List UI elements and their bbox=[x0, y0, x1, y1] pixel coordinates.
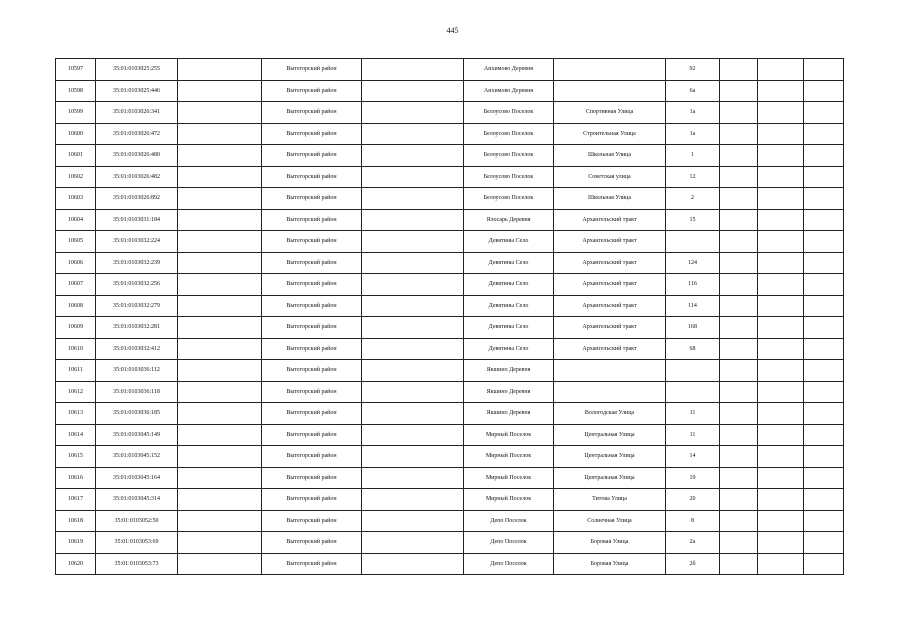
cadastral-number-cell: 35:01:0103036:118 bbox=[96, 381, 178, 403]
empty-cell bbox=[804, 188, 844, 210]
locality-cell: Белоусово Поселок bbox=[464, 166, 554, 188]
empty-cell bbox=[758, 424, 804, 446]
district-cell: Вытегорский район bbox=[262, 274, 362, 296]
street-cell: Строительная Улица bbox=[554, 123, 666, 145]
cadastral-number-cell: 35:01:0103026:341 bbox=[96, 102, 178, 124]
table-row bbox=[56, 317, 844, 339]
empty-cell bbox=[804, 295, 844, 317]
empty-cell bbox=[362, 231, 464, 253]
empty-cell bbox=[804, 59, 844, 81]
empty-cell bbox=[178, 231, 262, 253]
empty-cell bbox=[178, 381, 262, 403]
empty-cell bbox=[758, 231, 804, 253]
empty-cell bbox=[804, 360, 844, 382]
table-row bbox=[56, 102, 844, 124]
table-row bbox=[56, 446, 844, 468]
empty-cell bbox=[720, 381, 758, 403]
page-number: 445 bbox=[446, 26, 459, 35]
house-number-cell: 2 bbox=[666, 188, 720, 210]
empty-cell bbox=[362, 489, 464, 511]
empty-cell bbox=[178, 467, 262, 489]
empty-cell bbox=[804, 446, 844, 468]
empty-cell bbox=[758, 381, 804, 403]
table-row bbox=[56, 489, 844, 511]
district-cell: Вытегорский район bbox=[262, 317, 362, 339]
empty-cell bbox=[178, 274, 262, 296]
house-number-cell: 124 bbox=[666, 252, 720, 274]
street-cell: Боровая Улица bbox=[554, 532, 666, 554]
locality-cell: Анхимово Деревня bbox=[464, 80, 554, 102]
house-number-cell: 2а bbox=[666, 532, 720, 554]
street-cell bbox=[554, 59, 666, 81]
cadastral-number-cell: 35:01:0103032:256 bbox=[96, 274, 178, 296]
empty-cell bbox=[758, 403, 804, 425]
district-cell: Вытегорский район bbox=[262, 467, 362, 489]
street-cell: Боровая Улица bbox=[554, 553, 666, 575]
cadastral-number-cell: 35:01:0103032:239 bbox=[96, 252, 178, 274]
row-number-cell: 10610 bbox=[56, 338, 96, 360]
empty-cell bbox=[178, 188, 262, 210]
table-row bbox=[56, 424, 844, 446]
empty-cell bbox=[804, 381, 844, 403]
table-row bbox=[56, 209, 844, 231]
empty-cell bbox=[362, 209, 464, 231]
locality-cell: Депо Поселок bbox=[464, 553, 554, 575]
street-cell: Архангельский тракт bbox=[554, 317, 666, 339]
row-number-cell: 10598 bbox=[56, 80, 96, 102]
row-number-cell: 10619 bbox=[56, 532, 96, 554]
empty-cell bbox=[804, 553, 844, 575]
empty-cell bbox=[362, 446, 464, 468]
empty-cell bbox=[720, 467, 758, 489]
street-cell: Архангельский тракт bbox=[554, 295, 666, 317]
house-number-cell bbox=[666, 381, 720, 403]
empty-cell bbox=[178, 102, 262, 124]
street-cell: Архангельский тракт bbox=[554, 209, 666, 231]
house-number-cell: 114 bbox=[666, 295, 720, 317]
empty-cell bbox=[720, 317, 758, 339]
locality-cell: Якшино Деревня bbox=[464, 360, 554, 382]
empty-cell bbox=[758, 360, 804, 382]
empty-cell bbox=[362, 381, 464, 403]
locality-cell: Девятины Село bbox=[464, 252, 554, 274]
district-cell: Вытегорский район bbox=[262, 532, 362, 554]
table-row bbox=[56, 231, 844, 253]
street-cell bbox=[554, 360, 666, 382]
locality-cell: Якшино Деревня bbox=[464, 381, 554, 403]
locality-cell: Белоусово Поселок bbox=[464, 123, 554, 145]
empty-cell bbox=[758, 166, 804, 188]
house-number-cell: 116 bbox=[666, 274, 720, 296]
empty-cell bbox=[178, 145, 262, 167]
empty-cell bbox=[758, 188, 804, 210]
cadastral-number-cell: 35:01:0103025:446 bbox=[96, 80, 178, 102]
cadastral-number-cell: 35:01:0103032:412 bbox=[96, 338, 178, 360]
district-cell: Вытегорский район bbox=[262, 123, 362, 145]
district-cell: Вытегорский район bbox=[262, 403, 362, 425]
cadastral-number-cell: 35:01:0103026:892 bbox=[96, 188, 178, 210]
street-cell: Титова Улица bbox=[554, 489, 666, 511]
locality-cell: Белоусово Поселок bbox=[464, 188, 554, 210]
empty-cell bbox=[362, 59, 464, 81]
empty-cell bbox=[758, 102, 804, 124]
house-number-cell bbox=[666, 360, 720, 382]
empty-cell bbox=[362, 102, 464, 124]
row-number-cell: 10608 bbox=[56, 295, 96, 317]
empty-cell bbox=[804, 338, 844, 360]
table-row bbox=[56, 188, 844, 210]
empty-cell bbox=[758, 145, 804, 167]
district-cell: Вытегорский район bbox=[262, 166, 362, 188]
empty-cell bbox=[720, 145, 758, 167]
street-cell: Вологодская Улица bbox=[554, 403, 666, 425]
row-number-cell: 10611 bbox=[56, 360, 96, 382]
empty-cell bbox=[362, 360, 464, 382]
empty-cell bbox=[720, 360, 758, 382]
row-number-cell: 10617 bbox=[56, 489, 96, 511]
empty-cell bbox=[362, 80, 464, 102]
district-cell: Вытегорский район bbox=[262, 424, 362, 446]
table-body bbox=[56, 59, 844, 575]
empty-cell bbox=[362, 317, 464, 339]
table-row bbox=[56, 59, 844, 81]
empty-cell bbox=[178, 446, 262, 468]
row-number-cell: 10609 bbox=[56, 317, 96, 339]
row-number-cell: 10603 bbox=[56, 188, 96, 210]
district-cell: Вытегорский район bbox=[262, 231, 362, 253]
table-row bbox=[56, 381, 844, 403]
house-number-cell: 14 bbox=[666, 446, 720, 468]
locality-cell: Депо Поселок bbox=[464, 532, 554, 554]
district-cell: Вытегорский район bbox=[262, 188, 362, 210]
row-number-cell: 10615 bbox=[56, 446, 96, 468]
cadastral-number-cell: 35:01:0103032:279 bbox=[96, 295, 178, 317]
empty-cell bbox=[804, 403, 844, 425]
empty-cell bbox=[804, 209, 844, 231]
cadastral-number-cell: 35:01:0103045:149 bbox=[96, 424, 178, 446]
row-number-cell: 10616 bbox=[56, 467, 96, 489]
row-number-cell: 10602 bbox=[56, 166, 96, 188]
empty-cell bbox=[720, 403, 758, 425]
house-number-cell: 2б bbox=[666, 553, 720, 575]
empty-cell bbox=[720, 166, 758, 188]
empty-cell bbox=[720, 102, 758, 124]
empty-cell bbox=[758, 252, 804, 274]
empty-cell bbox=[758, 510, 804, 532]
locality-cell: Мирный Поселок bbox=[464, 467, 554, 489]
empty-cell bbox=[758, 446, 804, 468]
district-cell: Вытегорский район bbox=[262, 381, 362, 403]
table-row bbox=[56, 166, 844, 188]
street-cell: Центральная Улица bbox=[554, 424, 666, 446]
table-row bbox=[56, 467, 844, 489]
street-cell: Архангельский тракт bbox=[554, 274, 666, 296]
house-number-cell: 8 bbox=[666, 510, 720, 532]
street-cell: Спортивная Улица bbox=[554, 102, 666, 124]
locality-cell: Якшино Деревня bbox=[464, 403, 554, 425]
locality-cell: Девятины Село bbox=[464, 231, 554, 253]
empty-cell bbox=[804, 467, 844, 489]
cadastral-number-cell: 35:01:0103026:482 bbox=[96, 166, 178, 188]
table-row bbox=[56, 295, 844, 317]
locality-cell: Анхимово Деревня bbox=[464, 59, 554, 81]
empty-cell bbox=[178, 424, 262, 446]
street-cell: Архангельский тракт bbox=[554, 338, 666, 360]
row-number-cell: 10614 bbox=[56, 424, 96, 446]
empty-cell bbox=[758, 338, 804, 360]
empty-cell bbox=[178, 317, 262, 339]
row-number-cell: 10601 bbox=[56, 145, 96, 167]
district-cell: Вытегорский район bbox=[262, 145, 362, 167]
row-number-cell: 10612 bbox=[56, 381, 96, 403]
row-number-cell: 10597 bbox=[56, 59, 96, 81]
empty-cell bbox=[804, 123, 844, 145]
district-cell: Вытегорский район bbox=[262, 80, 362, 102]
empty-cell bbox=[804, 424, 844, 446]
house-number-cell: 1а bbox=[666, 123, 720, 145]
district-cell: Вытегорский район bbox=[262, 510, 362, 532]
street-cell: Школьная Улица bbox=[554, 188, 666, 210]
empty-cell bbox=[362, 403, 464, 425]
row-number-cell: 10605 bbox=[56, 231, 96, 253]
district-cell: Вытегорский район bbox=[262, 252, 362, 274]
district-cell: Вытегорский район bbox=[262, 489, 362, 511]
cadastral-number-cell: 35:01:0103032:281 bbox=[96, 317, 178, 339]
table-row bbox=[56, 274, 844, 296]
row-number-cell: 10606 bbox=[56, 252, 96, 274]
street-cell: Архангельский тракт bbox=[554, 231, 666, 253]
house-number-cell: 11 bbox=[666, 403, 720, 425]
row-number-cell: 10600 bbox=[56, 123, 96, 145]
row-number-cell: 10613 bbox=[56, 403, 96, 425]
locality-cell: Ялосарь Деревня bbox=[464, 209, 554, 231]
empty-cell bbox=[804, 252, 844, 274]
empty-cell bbox=[720, 489, 758, 511]
empty-cell bbox=[178, 123, 262, 145]
empty-cell bbox=[362, 295, 464, 317]
empty-cell bbox=[720, 59, 758, 81]
empty-cell bbox=[758, 274, 804, 296]
empty-cell bbox=[758, 80, 804, 102]
cadastral-number-cell: 35:01:0103053:73 bbox=[96, 553, 178, 575]
locality-cell: Девятины Село bbox=[464, 295, 554, 317]
row-number-cell: 10599 bbox=[56, 102, 96, 124]
empty-cell bbox=[720, 188, 758, 210]
empty-cell bbox=[804, 80, 844, 102]
empty-cell bbox=[758, 209, 804, 231]
district-cell: Вытегорский район bbox=[262, 360, 362, 382]
empty-cell bbox=[362, 274, 464, 296]
cadastral-number-cell: 35:01:0103052:50 bbox=[96, 510, 178, 532]
empty-cell bbox=[178, 403, 262, 425]
empty-cell bbox=[362, 338, 464, 360]
table-row bbox=[56, 510, 844, 532]
district-cell: Вытегорский район bbox=[262, 446, 362, 468]
empty-cell bbox=[758, 295, 804, 317]
row-number-cell: 10618 bbox=[56, 510, 96, 532]
empty-cell bbox=[362, 532, 464, 554]
district-cell: Вытегорский район bbox=[262, 59, 362, 81]
locality-cell: Белоусово Поселок bbox=[464, 145, 554, 167]
empty-cell bbox=[720, 231, 758, 253]
empty-cell bbox=[720, 553, 758, 575]
registry-table bbox=[55, 58, 844, 575]
cadastral-number-cell: 35:01:0103036:112 bbox=[96, 360, 178, 382]
house-number-cell: 6а bbox=[666, 80, 720, 102]
empty-cell bbox=[720, 532, 758, 554]
district-cell: Вытегорский район bbox=[262, 295, 362, 317]
row-number-cell: 10620 bbox=[56, 553, 96, 575]
street-cell: Солнечная Улица bbox=[554, 510, 666, 532]
empty-cell bbox=[758, 59, 804, 81]
house-number-cell: 11 bbox=[666, 424, 720, 446]
empty-cell bbox=[362, 424, 464, 446]
table-row bbox=[56, 338, 844, 360]
table-row bbox=[56, 123, 844, 145]
street-cell bbox=[554, 381, 666, 403]
house-number-cell: 68 bbox=[666, 338, 720, 360]
house-number-cell bbox=[666, 231, 720, 253]
empty-cell bbox=[804, 532, 844, 554]
empty-cell bbox=[804, 102, 844, 124]
cadastral-number-cell: 35:01:0103045:314 bbox=[96, 489, 178, 511]
house-number-cell: 20 bbox=[666, 489, 720, 511]
street-cell: Школьная Улица bbox=[554, 145, 666, 167]
district-cell: Вытегорский район bbox=[262, 338, 362, 360]
cadastral-number-cell: 35:01:0103026:480 bbox=[96, 145, 178, 167]
empty-cell bbox=[720, 252, 758, 274]
empty-cell bbox=[178, 510, 262, 532]
house-number-cell: 1а bbox=[666, 102, 720, 124]
house-number-cell: 19 bbox=[666, 467, 720, 489]
empty-cell bbox=[720, 123, 758, 145]
locality-cell: Мирный Поселок bbox=[464, 424, 554, 446]
empty-cell bbox=[178, 553, 262, 575]
street-cell: Центральная Улица bbox=[554, 446, 666, 468]
row-number-cell: 10607 bbox=[56, 274, 96, 296]
empty-cell bbox=[720, 209, 758, 231]
cadastral-number-cell: 35:01:0103045:164 bbox=[96, 467, 178, 489]
empty-cell bbox=[178, 295, 262, 317]
street-cell: Центральная Улица bbox=[554, 467, 666, 489]
empty-cell bbox=[758, 489, 804, 511]
district-cell: Вытегорский район bbox=[262, 209, 362, 231]
locality-cell: Белоусово Поселок bbox=[464, 102, 554, 124]
empty-cell bbox=[362, 188, 464, 210]
empty-cell bbox=[362, 553, 464, 575]
empty-cell bbox=[178, 489, 262, 511]
empty-cell bbox=[362, 145, 464, 167]
empty-cell bbox=[720, 510, 758, 532]
street-cell bbox=[554, 80, 666, 102]
empty-cell bbox=[720, 338, 758, 360]
cadastral-number-cell: 35:01:0103053:69 bbox=[96, 532, 178, 554]
empty-cell bbox=[362, 467, 464, 489]
empty-cell bbox=[804, 166, 844, 188]
street-cell: Советская улица bbox=[554, 166, 666, 188]
house-number-cell: 92 bbox=[666, 59, 720, 81]
cadastral-number-cell: 35:01:0103025:255 bbox=[96, 59, 178, 81]
table-row bbox=[56, 532, 844, 554]
house-number-cell: 12 bbox=[666, 166, 720, 188]
empty-cell bbox=[178, 209, 262, 231]
table-row bbox=[56, 360, 844, 382]
locality-cell: Депо Поселок bbox=[464, 510, 554, 532]
empty-cell bbox=[804, 231, 844, 253]
empty-cell bbox=[178, 252, 262, 274]
empty-cell bbox=[720, 446, 758, 468]
street-cell: Архангельский тракт bbox=[554, 252, 666, 274]
empty-cell bbox=[362, 123, 464, 145]
empty-cell bbox=[362, 252, 464, 274]
locality-cell: Мирный Поселок bbox=[464, 446, 554, 468]
empty-cell bbox=[362, 510, 464, 532]
locality-cell: Мирный Поселок bbox=[464, 489, 554, 511]
locality-cell: Девятины Село bbox=[464, 338, 554, 360]
empty-cell bbox=[178, 338, 262, 360]
empty-cell bbox=[758, 317, 804, 339]
house-number-cell: 168 bbox=[666, 317, 720, 339]
empty-cell bbox=[804, 274, 844, 296]
row-number-cell: 10604 bbox=[56, 209, 96, 231]
empty-cell bbox=[758, 467, 804, 489]
cadastral-number-cell: 35:01:0103026:472 bbox=[96, 123, 178, 145]
cadastral-number-cell: 35:01:0103032:224 bbox=[96, 231, 178, 253]
district-cell: Вытегорский район bbox=[262, 102, 362, 124]
empty-cell bbox=[178, 166, 262, 188]
house-number-cell: 1 bbox=[666, 145, 720, 167]
table-row bbox=[56, 553, 844, 575]
empty-cell bbox=[178, 360, 262, 382]
locality-cell: Девятины Село bbox=[464, 274, 554, 296]
empty-cell bbox=[178, 59, 262, 81]
empty-cell bbox=[758, 123, 804, 145]
table-row bbox=[56, 145, 844, 167]
cadastral-number-cell: 35:01:0103031:184 bbox=[96, 209, 178, 231]
locality-cell: Девятины Село bbox=[464, 317, 554, 339]
empty-cell bbox=[804, 489, 844, 511]
cadastral-number-cell: 35:01:0103045:152 bbox=[96, 446, 178, 468]
table-row bbox=[56, 80, 844, 102]
empty-cell bbox=[178, 80, 262, 102]
house-number-cell: 15 bbox=[666, 209, 720, 231]
empty-cell bbox=[720, 295, 758, 317]
empty-cell bbox=[804, 510, 844, 532]
empty-cell bbox=[178, 532, 262, 554]
empty-cell bbox=[804, 145, 844, 167]
cadastral-number-cell: 35:01:0103036:185 bbox=[96, 403, 178, 425]
empty-cell bbox=[720, 424, 758, 446]
table-row bbox=[56, 252, 844, 274]
empty-cell bbox=[720, 274, 758, 296]
empty-cell bbox=[758, 553, 804, 575]
empty-cell bbox=[804, 317, 844, 339]
district-cell: Вытегорский район bbox=[262, 553, 362, 575]
empty-cell bbox=[720, 80, 758, 102]
empty-cell bbox=[362, 166, 464, 188]
empty-cell bbox=[758, 532, 804, 554]
table-row bbox=[56, 403, 844, 425]
